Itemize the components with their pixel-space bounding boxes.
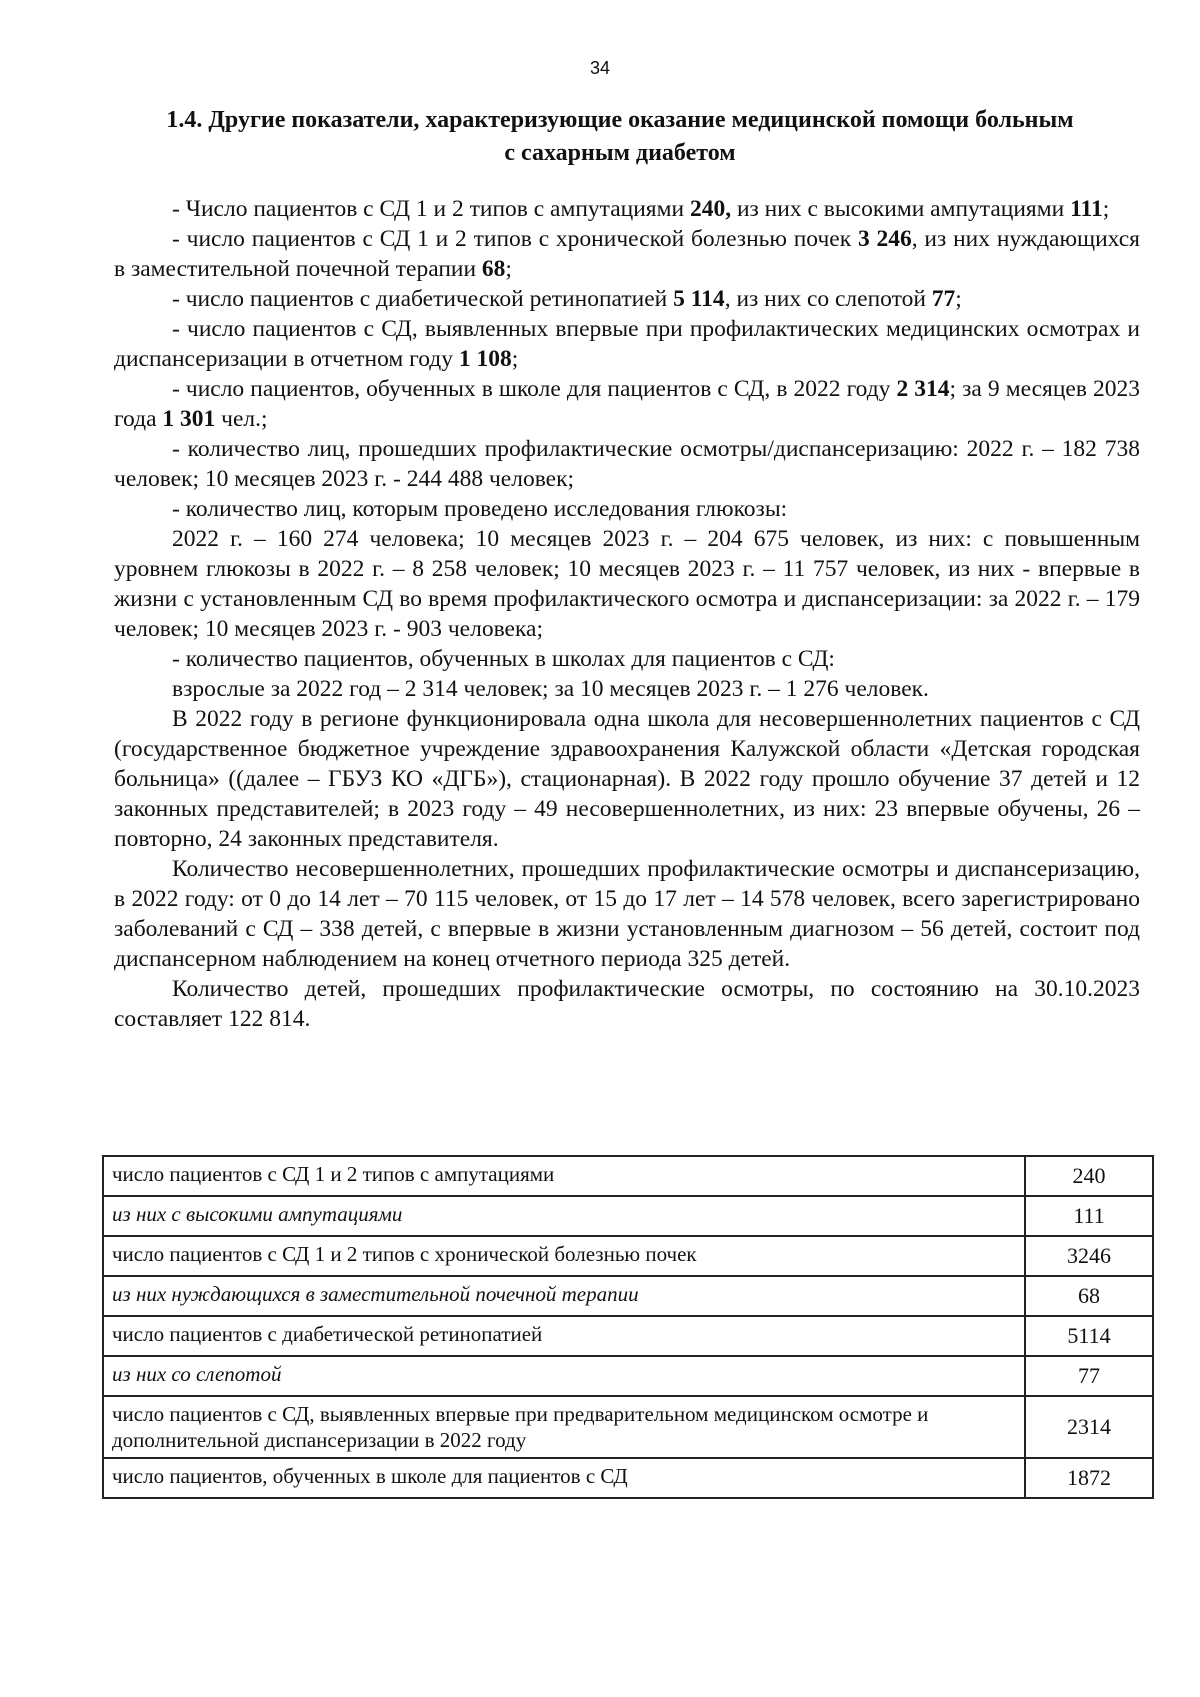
- table-cell-label: из них со слепотой: [103, 1356, 1025, 1396]
- table-cell-label: из них с высокими ампутациями: [103, 1196, 1025, 1236]
- paragraph-school-trained: - число пациентов, обученных в школе для пациентов с СД, в 2022 году 2 314; за 9 месяцев 2023 года 1 301 чел.;: [114, 376, 1140, 432]
- heading-line-1: 1.4. Другие показатели, характеризующие оказание медицинской помощи больным: [166, 107, 1074, 133]
- paragraph-glucose-detail: 2022 г. – 160 274 человека; 10 месяцев 2023 г. – 204 675 человек, из них: с повышенным уровнем глюкозы в 2022 г. – 8 258 человек; 10 месяцев 2023 г. – 11 757 человек, из них - впервые в жизни с установленным СД во время профилактического осмотра и диспансеризации: за 2022 г. – 179 человек; 10 месяцев 2023 г. - 903 человека;: [114, 526, 1140, 642]
- paragraph-amputations: - Число пациентов с СД 1 и 2 типов с ампутациями 240, из них с высокими ампутациями 111;: [172, 196, 1110, 222]
- paragraph-retinopathy: - число пациентов с диабетической ретинопатией 5 114, из них со слепотой 77;: [172, 286, 962, 312]
- paragraph-schools-intro: - количество пациентов, обученных в школах для пациентов с СД:: [172, 646, 835, 672]
- table-cell-value: 77: [1025, 1356, 1153, 1396]
- heading-line-2: с сахарным диабетом: [504, 140, 736, 166]
- table-row: [103, 1396, 1153, 1458]
- table-row: [103, 1196, 1153, 1236]
- table-row: [103, 1276, 1153, 1316]
- table-cell-label: из них нуждающихся в заместительной почечной терапии: [103, 1276, 1025, 1316]
- paragraph-new-cases: - число пациентов с СД, выявленных впервые при профилактических медицинских осмотрах и диспансеризации в отчетном году 1 108;: [114, 316, 1140, 372]
- table-cell-label: число пациентов с СД 1 и 2 типов с хронической болезнью почек: [103, 1236, 1025, 1276]
- paragraph-minors-checkups: Количество несовершеннолетних, прошедших профилактические осмотры и диспансеризацию, в 2022 году: от 0 до 14 лет – 70 115 человек, от 15 до 17 лет – 14 578 человек, всего зарегистрировано заболеваний с СД – 338 детей, с впервые в жизни установленным диагнозом – 56 детей, состоит под диспансерном наблюдением на конец отчетного периода 325 детей.: [114, 856, 1140, 972]
- table-row: [103, 1356, 1153, 1396]
- paragraph-minors-school: В 2022 году в регионе функционировала одна школа для несовершеннолетних пациентов с СД (государственное бюджетное учреждение здравоохранения Калужской области «Детская городская больница» ((далее – ГБУЗ КО «ДГБ»), стационарная). В 2022 году прошло обучение 37 детей и 12 законных представителей; в 2023 году – 49 несовершеннолетних, из них: 23 впервые обучены, 26 – повторно, 24 законных представителя.: [114, 706, 1140, 852]
- table-row: [103, 1316, 1153, 1356]
- table-cell-label: число пациентов с СД 1 и 2 типов с ампутациями: [103, 1156, 1025, 1196]
- table-row: [103, 1458, 1153, 1498]
- table-cell-value: 1872: [1025, 1458, 1153, 1498]
- table-cell-value: 3246: [1025, 1236, 1153, 1276]
- summary-table: [102, 1155, 1154, 1499]
- table-cell-label: число пациентов с диабетической ретинопатией: [103, 1316, 1025, 1356]
- table-cell-value: 5114: [1025, 1316, 1153, 1356]
- table-row: [103, 1236, 1153, 1276]
- paragraph-children-checkups: Количество детей, прошедших профилактические осмотры, по состоянию на 30.10.2023 составляет 122 814.: [114, 976, 1140, 1032]
- table-cell-value: 111: [1025, 1196, 1153, 1236]
- page-number: 34: [589, 58, 611, 78]
- paragraph-kidney: - число пациентов с СД 1 и 2 типов с хронической болезнью почек 3 246, из них нуждающихся в заместительной почечной терапии 68;: [114, 226, 1140, 282]
- paragraph-glucose-intro: - количество лиц, которым проведено исследования глюкозы:: [172, 496, 788, 522]
- table-cell-label: число пациентов с СД, выявленных впервые при предварительном медицинском осмотре и дополнительной диспансеризации в 2022 году: [103, 1396, 1025, 1458]
- table-cell-label: число пациентов, обученных в школе для пациентов с СД: [103, 1458, 1025, 1498]
- body-text: [114, 194, 1140, 1034]
- table-cell-value: 2314: [1025, 1396, 1153, 1458]
- section-heading: [120, 104, 1120, 170]
- table-cell-value: 240: [1025, 1156, 1153, 1196]
- table-row: [103, 1156, 1153, 1196]
- paragraph-schools-adults: взрослые за 2022 год – 2 314 человек; за 10 месяцев 2023 г. – 1 276 человек.: [172, 676, 929, 702]
- paragraph-checkups: - количество лиц, прошедших профилактические осмотры/диспансеризацию: 2022 г. – 182 738 человек; 10 месяцев 2023 г. - 244 488 человек;: [114, 436, 1140, 492]
- table-cell-value: 68: [1025, 1276, 1153, 1316]
